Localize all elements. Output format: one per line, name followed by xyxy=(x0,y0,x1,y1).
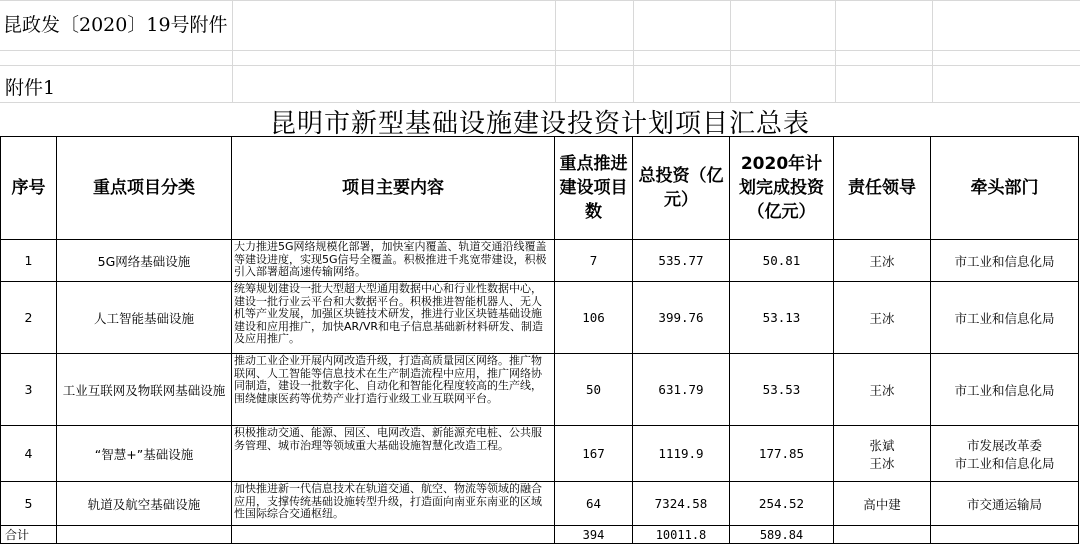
total-empty xyxy=(57,526,232,544)
grid-line xyxy=(0,65,1080,66)
cell-no: 2 xyxy=(1,282,57,354)
grid-line xyxy=(555,0,556,102)
cell-dept: 市工业和信息化局 xyxy=(931,282,1079,354)
cell-content: 统筹规划建设一批大型超大型通用数据中心和行业性数据中心，建设一批行业云平台和大数据平台。积极推进智能机器人、无人机等产业发展，加强区块链技术研发，推进行业区块链基础设施建设和应用推广，加快AR/VR和电子信息基础新材料研发、制造及应用推广。 xyxy=(232,282,555,354)
cell-total: 631.79 xyxy=(633,354,730,426)
cell-projects: 106 xyxy=(555,282,633,354)
document-reference: 昆政发〔2020〕19号附件 xyxy=(3,14,228,36)
col-header-leader: 责任领导 xyxy=(834,137,931,240)
cell-leader: 高中建 xyxy=(834,482,931,526)
total-label: 合计 xyxy=(1,526,57,544)
cell-dept: 市发展改革委 市工业和信息化局 xyxy=(931,426,1079,482)
col-header-category: 重点项目分类 xyxy=(57,137,232,240)
col-header-plan2020: 2020年计划完成投资（亿元） xyxy=(730,137,834,240)
table-row xyxy=(1,482,1079,526)
cell-projects: 64 xyxy=(555,482,633,526)
cell-dept: 市工业和信息化局 xyxy=(931,354,1079,426)
cell-total: 535.77 xyxy=(633,240,730,282)
total-projects: 394 xyxy=(555,526,633,544)
cell-projects: 7 xyxy=(555,240,633,282)
total-investment: 10011.8 xyxy=(633,526,730,544)
cell-content: 加快推进新一代信息技术在轨道交通、航空、物流等领域的融合应用，支撑传统基础设施转型升级，打造面向南亚东南亚的区域性国际综合交通枢纽。 xyxy=(232,482,555,526)
grid-line xyxy=(932,0,933,102)
table-title: 昆明市新型基础设施建设投资计划项目汇总表 xyxy=(269,109,810,139)
col-header-no: 序号 xyxy=(1,137,57,240)
table-row xyxy=(1,240,1079,282)
col-header-dept: 牵头部门 xyxy=(931,137,1079,240)
cell-no: 3 xyxy=(1,354,57,426)
cell-category: 5G网络基础设施 xyxy=(57,240,232,282)
grid-line xyxy=(0,50,1080,51)
table-row xyxy=(1,282,1079,354)
cell-projects: 167 xyxy=(555,426,633,482)
cell-no: 5 xyxy=(1,482,57,526)
cell-leader: 王冰 xyxy=(834,354,931,426)
col-header-projects: 重点推进建设项目数 xyxy=(555,137,633,240)
cell-category: “智慧+”基础设施 xyxy=(57,426,232,482)
cell-dept: 市交通运输局 xyxy=(931,482,1079,526)
cell-no: 1 xyxy=(1,240,57,282)
cell-plan2020: 177.85 xyxy=(730,426,834,482)
grid-line xyxy=(633,0,634,102)
total-empty xyxy=(931,526,1079,544)
cell-category: 轨道及航空基础设施 xyxy=(57,482,232,526)
cell-category: 人工智能基础设施 xyxy=(57,282,232,354)
attachment-label: 附件1 xyxy=(5,77,56,99)
cell-projects: 50 xyxy=(555,354,633,426)
cell-total: 7324.58 xyxy=(633,482,730,526)
cell-plan2020: 254.52 xyxy=(730,482,834,526)
cell-leader: 张斌 王冰 xyxy=(834,426,931,482)
cell-total: 1119.9 xyxy=(633,426,730,482)
table-row xyxy=(1,354,1079,426)
cell-total: 399.76 xyxy=(633,282,730,354)
total-empty xyxy=(232,526,555,544)
total-empty xyxy=(834,526,931,544)
cell-content: 推动工业企业开展内网改造升级，打造高质量园区网络。推广物联网、人工智能等信息技术在生产制造流程中应用，推广网络协同制造，建设一批数字化、自动化和智能化程度较高的生产线，围绕健康医药等优势产业打造行业级工业互联网平台。 xyxy=(232,354,555,426)
cell-no: 4 xyxy=(1,426,57,482)
col-header-content: 项目主要内容 xyxy=(232,137,555,240)
grid-line xyxy=(730,0,731,102)
cell-plan2020: 50.81 xyxy=(730,240,834,282)
grid-line xyxy=(0,0,1080,1)
cell-leader: 王冰 xyxy=(834,282,931,354)
grid-line xyxy=(835,0,836,102)
header-row xyxy=(1,137,1079,240)
total-row xyxy=(1,526,1079,544)
col-header-total: 总投资（亿元） xyxy=(633,137,730,240)
cell-leader: 王冰 xyxy=(834,240,931,282)
cell-plan2020: 53.53 xyxy=(730,354,834,426)
cell-plan2020: 53.13 xyxy=(730,282,834,354)
table-row xyxy=(1,426,1079,482)
cell-content: 大力推进5G网络规模化部署，加快室内覆盖、轨道交通沿线覆盖等建设进度，实现5G信号全覆盖。积极推进千兆宽带建设，积极引入部署超高速传输网络。 xyxy=(232,240,555,282)
cell-category: 工业互联网及物联网基础设施 xyxy=(57,354,232,426)
cell-dept: 市工业和信息化局 xyxy=(931,240,1079,282)
summary-table xyxy=(0,136,1079,544)
cell-content: 积极推动交通、能源、园区、电网改造、新能源充电桩、公共服务管理、城市治理等领域重大基础设施智慧化改造工程。 xyxy=(232,426,555,482)
grid-line xyxy=(232,0,233,102)
total-plan2020: 589.84 xyxy=(730,526,834,544)
